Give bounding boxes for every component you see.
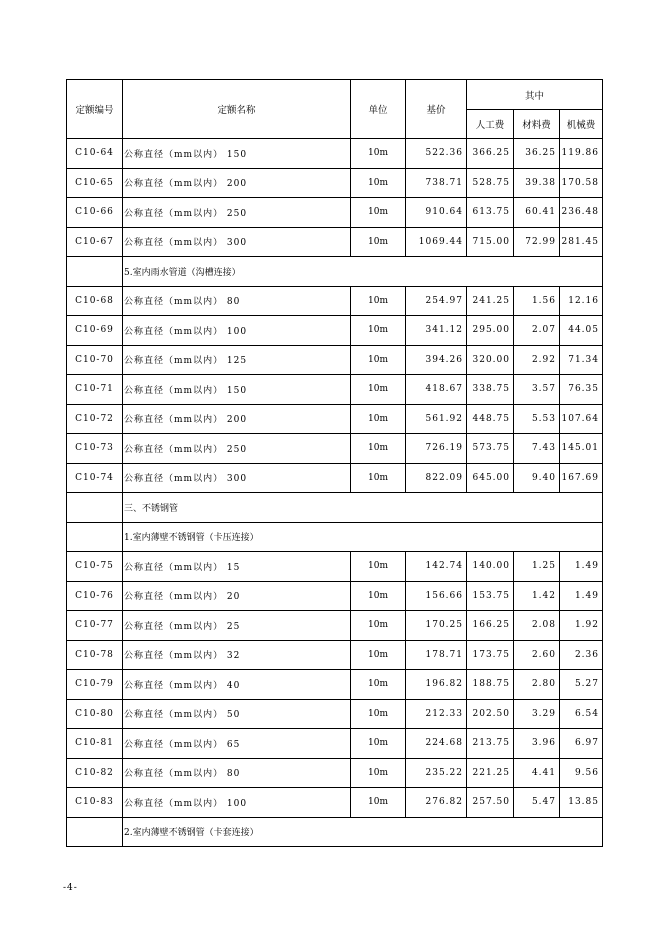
cell-material: 72.99: [514, 227, 560, 257]
cell-code: C10-68: [67, 286, 123, 316]
cell-name: 公称直径（mm以内） 50: [123, 699, 351, 729]
cell-material: 60.41: [514, 198, 560, 228]
cell-labor: 153.75: [467, 581, 514, 611]
cell-material: 39.38: [514, 168, 560, 198]
cell-material: 7.43: [514, 434, 560, 464]
cell-material: 1.56: [514, 286, 560, 316]
cell-machine: 1.49: [560, 552, 603, 582]
section-row: [67, 522, 603, 552]
cell-base-price: 394.26: [406, 345, 467, 375]
cell-name: 公称直径（mm以内） 150: [123, 139, 351, 169]
table-row: [67, 581, 603, 611]
cell-code: C10-73: [67, 434, 123, 464]
cell-material: 1.25: [514, 552, 560, 582]
section-prefix: 5.: [124, 267, 133, 278]
cell-material: 2.08: [514, 611, 560, 641]
cell-base-price: 212.33: [406, 699, 467, 729]
cell-machine: 119.86: [560, 139, 603, 169]
table-row: [67, 227, 603, 257]
cell-unit: 10m: [351, 375, 406, 405]
cell-base-price: 254.97: [406, 286, 467, 316]
cell-base-price: 170.25: [406, 611, 467, 641]
cell-name: 公称直径（mm以内） 300: [123, 463, 351, 493]
page-number: -4-: [63, 883, 78, 893]
cell-unit: 10m: [351, 729, 406, 759]
section-text: 三、不锈钢管: [124, 503, 179, 514]
cell-code: C10-83: [67, 788, 123, 818]
cell-unit: 10m: [351, 581, 406, 611]
cell-unit: 10m: [351, 316, 406, 346]
section-text: 室内薄壁不锈钢管（卡套连接）: [132, 828, 259, 839]
cell-labor: 715.00: [467, 227, 514, 257]
section-empty-cell: [67, 257, 123, 287]
header-labor: 人工费: [467, 110, 514, 139]
cell-material: 36.25: [514, 139, 560, 169]
cell-machine: 145.01: [560, 434, 603, 464]
cell-name: 公称直径（mm以内） 200: [123, 168, 351, 198]
cell-unit: 10m: [351, 699, 406, 729]
cell-unit: 10m: [351, 404, 406, 434]
cell-labor: 613.75: [467, 198, 514, 228]
table-row: [67, 168, 603, 198]
cell-base-price: 235.22: [406, 758, 467, 788]
table-row: [67, 404, 603, 434]
cell-code: C10-72: [67, 404, 123, 434]
cell-code: C10-79: [67, 670, 123, 700]
section-text: 室内薄壁不锈钢管（卡压连接）: [132, 533, 259, 544]
cell-labor: 366.25: [467, 139, 514, 169]
table-row: [67, 139, 603, 169]
cell-code: C10-66: [67, 198, 123, 228]
cell-machine: 6.97: [560, 729, 603, 759]
cell-unit: 10m: [351, 227, 406, 257]
cell-base-price: 418.67: [406, 375, 467, 405]
section-title: [123, 257, 603, 287]
table-row: [67, 316, 603, 346]
table-row: [67, 463, 603, 493]
cell-labor: 173.75: [467, 640, 514, 670]
cell-name: 公称直径（mm以内） 15: [123, 552, 351, 582]
table-row: [67, 198, 603, 228]
cell-unit: 10m: [351, 611, 406, 641]
cell-base-price: 156.66: [406, 581, 467, 611]
cell-name: 公称直径（mm以内） 25: [123, 611, 351, 641]
cell-base-price: 178.71: [406, 640, 467, 670]
cell-labor: 528.75: [467, 168, 514, 198]
cell-unit: 10m: [351, 139, 406, 169]
cell-material: 3.96: [514, 729, 560, 759]
cell-unit: 10m: [351, 758, 406, 788]
cell-name: 公称直径（mm以内） 100: [123, 788, 351, 818]
cell-base-price: 726.19: [406, 434, 467, 464]
section-empty-cell: [67, 817, 123, 847]
cell-code: C10-71: [67, 375, 123, 405]
section-prefix: 2.: [124, 828, 133, 839]
cell-material: 2.80: [514, 670, 560, 700]
cell-machine: 2.36: [560, 640, 603, 670]
cell-code: C10-80: [67, 699, 123, 729]
cell-labor: 140.00: [467, 552, 514, 582]
cell-base-price: 561.92: [406, 404, 467, 434]
cell-name: 公称直径（mm以内） 80: [123, 758, 351, 788]
cell-code: C10-65: [67, 168, 123, 198]
cell-machine: 1.49: [560, 581, 603, 611]
table-row: [67, 670, 603, 700]
cell-machine: 44.05: [560, 316, 603, 346]
cell-name: 公称直径（mm以内） 80: [123, 286, 351, 316]
cell-material: 4.41: [514, 758, 560, 788]
quota-table: [66, 79, 603, 847]
table-row: [67, 640, 603, 670]
cell-machine: 9.56: [560, 758, 603, 788]
cell-labor: 573.75: [467, 434, 514, 464]
cell-machine: 5.27: [560, 670, 603, 700]
cell-machine: 170.58: [560, 168, 603, 198]
cell-code: C10-77: [67, 611, 123, 641]
cell-name: 公称直径（mm以内） 250: [123, 434, 351, 464]
cell-base-price: 738.71: [406, 168, 467, 198]
cell-unit: 10m: [351, 345, 406, 375]
cell-labor: 202.50: [467, 699, 514, 729]
cell-labor: 320.00: [467, 345, 514, 375]
cell-code: C10-78: [67, 640, 123, 670]
cell-unit: 10m: [351, 640, 406, 670]
cell-labor: 295.00: [467, 316, 514, 346]
cell-material: 2.07: [514, 316, 560, 346]
cell-unit: 10m: [351, 198, 406, 228]
cell-code: C10-81: [67, 729, 123, 759]
cell-code: C10-64: [67, 139, 123, 169]
table-row: [67, 758, 603, 788]
table-row: [67, 286, 603, 316]
cell-code: C10-67: [67, 227, 123, 257]
header-base-price: 基价: [406, 80, 467, 139]
cell-unit: 10m: [351, 434, 406, 464]
cell-machine: 236.48: [560, 198, 603, 228]
cell-labor: 213.75: [467, 729, 514, 759]
header-code: 定额编号: [67, 80, 123, 139]
section-title: [123, 493, 603, 523]
section-empty-cell: [67, 493, 123, 523]
cell-material: 5.53: [514, 404, 560, 434]
cell-material: 2.60: [514, 640, 560, 670]
cell-material: 3.57: [514, 375, 560, 405]
table-row: [67, 375, 603, 405]
cell-name: 公称直径（mm以内） 100: [123, 316, 351, 346]
cell-name: 公称直径（mm以内） 125: [123, 345, 351, 375]
cell-labor: 448.75: [467, 404, 514, 434]
cell-machine: 71.34: [560, 345, 603, 375]
cell-machine: 167.69: [560, 463, 603, 493]
cell-base-price: 341.12: [406, 316, 467, 346]
cell-name: 公称直径（mm以内） 32: [123, 640, 351, 670]
cell-unit: 10m: [351, 168, 406, 198]
section-row: [67, 493, 603, 523]
cell-unit: 10m: [351, 463, 406, 493]
cell-base-price: 822.09: [406, 463, 467, 493]
cell-name: 公称直径（mm以内） 250: [123, 198, 351, 228]
cell-code: C10-70: [67, 345, 123, 375]
cell-code: C10-69: [67, 316, 123, 346]
cell-material: 1.42: [514, 581, 560, 611]
cell-machine: 6.54: [560, 699, 603, 729]
table-row: [67, 788, 603, 818]
cell-base-price: 196.82: [406, 670, 467, 700]
cell-material: 2.92: [514, 345, 560, 375]
cell-material: 3.29: [514, 699, 560, 729]
cell-code: C10-75: [67, 552, 123, 582]
cell-material: 5.47: [514, 788, 560, 818]
section-empty-cell: [67, 522, 123, 552]
cell-base-price: 910.64: [406, 198, 467, 228]
cell-code: C10-76: [67, 581, 123, 611]
cell-labor: 645.00: [467, 463, 514, 493]
cell-machine: 281.45: [560, 227, 603, 257]
cell-machine: 12.16: [560, 286, 603, 316]
cell-code: C10-74: [67, 463, 123, 493]
cell-labor: 188.75: [467, 670, 514, 700]
cell-name: 公称直径（mm以内） 40: [123, 670, 351, 700]
header-machine: 机械费: [560, 110, 603, 139]
cell-unit: 10m: [351, 286, 406, 316]
table-body: [67, 139, 603, 847]
cell-base-price: 142.74: [406, 552, 467, 582]
cell-machine: 107.64: [560, 404, 603, 434]
header-of-which: 其中: [467, 80, 603, 110]
cell-base-price: 224.68: [406, 729, 467, 759]
cell-labor: 166.25: [467, 611, 514, 641]
table-row: [67, 611, 603, 641]
cell-machine: 76.35: [560, 375, 603, 405]
cell-name: 公称直径（mm以内） 300: [123, 227, 351, 257]
cell-name: 公称直径（mm以内） 200: [123, 404, 351, 434]
cell-unit: 10m: [351, 670, 406, 700]
cell-base-price: 522.36: [406, 139, 467, 169]
cell-machine: 13.85: [560, 788, 603, 818]
header-unit: 单位: [351, 80, 406, 139]
cell-name: 公称直径（mm以内） 150: [123, 375, 351, 405]
cell-labor: 257.50: [467, 788, 514, 818]
cell-base-price: 1069.44: [406, 227, 467, 257]
section-title: [123, 522, 603, 552]
table-row: [67, 345, 603, 375]
cell-name: 公称直径（mm以内） 65: [123, 729, 351, 759]
section-title: [123, 817, 603, 847]
cell-name: 公称直径（mm以内） 20: [123, 581, 351, 611]
cell-labor: 221.25: [467, 758, 514, 788]
cell-labor: 241.25: [467, 286, 514, 316]
cell-code: C10-82: [67, 758, 123, 788]
cell-machine: 1.92: [560, 611, 603, 641]
cell-unit: 10m: [351, 788, 406, 818]
section-prefix: 1.: [124, 533, 133, 544]
section-row: [67, 257, 603, 287]
cell-unit: 10m: [351, 552, 406, 582]
table-row: [67, 552, 603, 582]
cell-material: 9.40: [514, 463, 560, 493]
header-material: 材料费: [514, 110, 560, 139]
section-row: [67, 817, 603, 847]
table-row: [67, 699, 603, 729]
cell-labor: 338.75: [467, 375, 514, 405]
cell-base-price: 276.82: [406, 788, 467, 818]
header-name: 定额名称: [123, 80, 351, 139]
section-text: 室内雨水管道（沟槽连接）: [132, 267, 241, 278]
table-row: [67, 434, 603, 464]
table-row: [67, 729, 603, 759]
